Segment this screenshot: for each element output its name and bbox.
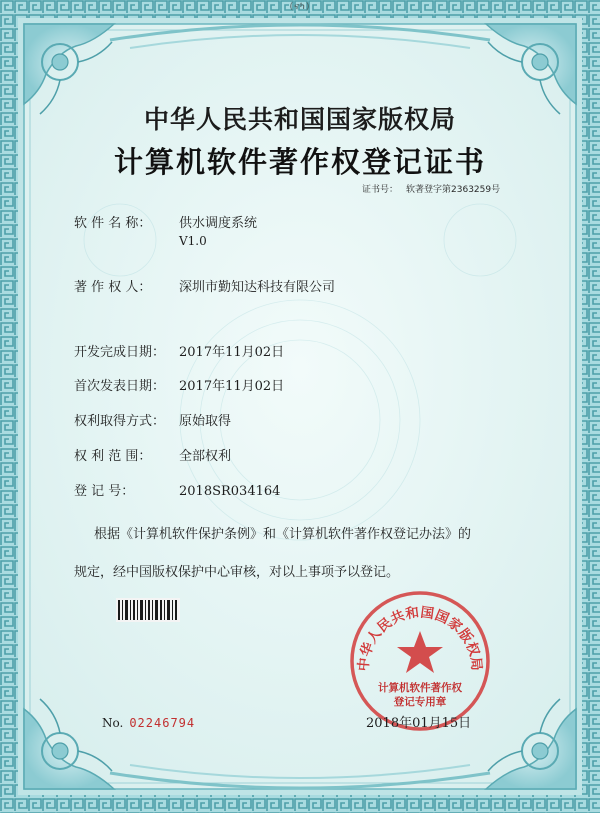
field-acquisition-method xyxy=(74,410,231,429)
agency-title: 中华人民共和国国家版权局 xyxy=(143,105,456,134)
certificate-number-value: 软著登字第2363259号 xyxy=(406,185,501,195)
field-label: 开发完成日期： xyxy=(74,345,166,360)
seal-line-2: 登记专用章 xyxy=(393,696,447,708)
field-rights-scope xyxy=(74,445,231,464)
field-label: 权利取得方式： xyxy=(74,414,166,429)
field-software-name xyxy=(74,212,257,248)
certificate-number xyxy=(362,182,500,195)
certificate-serial xyxy=(102,716,195,730)
statement-line-1: 根据《计算机软件保护条例》和《计算机软件著作权登记办法》的 xyxy=(94,527,472,542)
field-version: V1.0 xyxy=(179,234,207,248)
field-completion-date xyxy=(74,341,284,360)
field-value: 深圳市勤知达科技有限公司 xyxy=(179,280,336,295)
seal-arc-text: 中华人民共和国国家版权局 xyxy=(355,604,485,672)
field-label: 权 利 范 围： xyxy=(74,449,152,464)
star-icon xyxy=(397,631,443,673)
issue-date: 2018年01月15日 xyxy=(366,716,472,731)
field-value: 2017年11月02日 xyxy=(179,379,285,394)
field-value: 2017年11月02日 xyxy=(179,345,285,360)
serial-label: No. xyxy=(102,716,124,730)
certificate-number-label: 证书号： xyxy=(362,185,399,195)
statement-line-2: 规定，经中国版权保护中心审核，对以上事项予以登记。 xyxy=(74,565,400,580)
serial-value: 02246794 xyxy=(129,716,196,730)
field-copyright-owner xyxy=(74,276,335,295)
field-label: 软 件 名 称： xyxy=(74,216,152,231)
field-label: 著 作 权 人： xyxy=(74,280,152,295)
field-value: 原始取得 xyxy=(179,414,232,429)
top-serial: (ናካ) xyxy=(289,2,311,12)
field-label: 首次发表日期： xyxy=(74,379,166,394)
field-registration-number xyxy=(74,480,280,499)
field-value: 2018SR034164 xyxy=(179,484,281,499)
field-publication-date xyxy=(74,375,284,394)
field-value: 全部权利 xyxy=(179,449,232,464)
barcode-icon xyxy=(116,598,180,622)
certificate-title: 计算机软件著作权登记证书 xyxy=(113,145,486,179)
field-label: 登 记 号： xyxy=(74,484,135,499)
field-value: 供水调度系统 xyxy=(179,216,258,231)
seal-line-1: 计算机软件著作权 xyxy=(378,682,462,694)
